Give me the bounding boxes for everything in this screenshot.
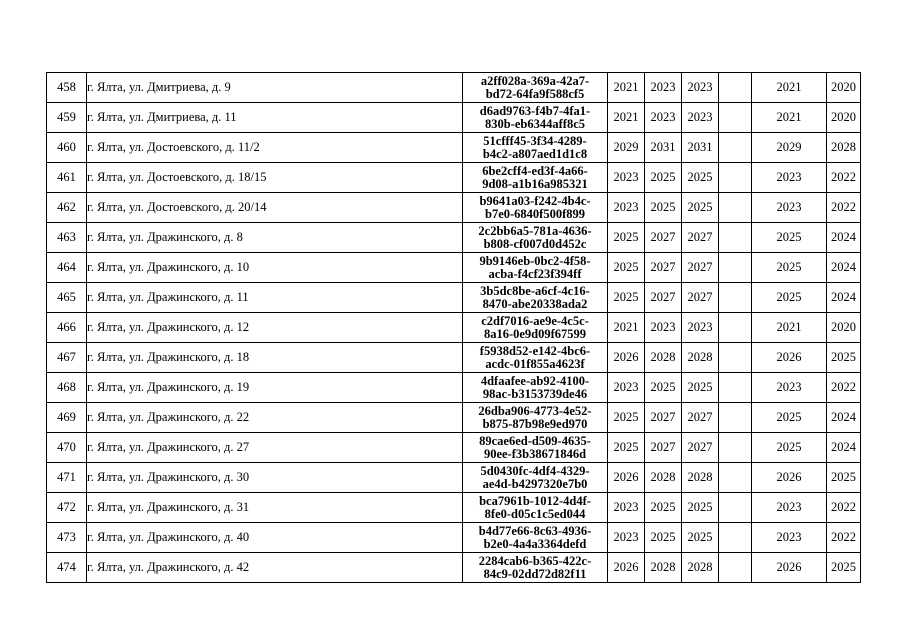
guid-line-2: 8fe0-d05c1c5ed044 (484, 506, 586, 521)
year-col-3: 2025 (682, 523, 719, 553)
table-row (47, 223, 861, 253)
building-registry-table (46, 72, 861, 583)
row-number: 470 (47, 433, 87, 463)
row-number: 468 (47, 373, 87, 403)
year-col-5: 2023 (752, 493, 827, 523)
year-col-1: 2029 (608, 133, 645, 163)
year-col-2: 2025 (645, 193, 682, 223)
year-col-1: 2021 (608, 73, 645, 103)
row-number: 460 (47, 133, 87, 163)
year-col-6: 2022 (827, 193, 861, 223)
year-col-6: 2024 (827, 403, 861, 433)
table-row (47, 463, 861, 493)
year-col-6: 2020 (827, 313, 861, 343)
year-col-1: 2025 (608, 253, 645, 283)
guid-line-2: b875-87b98e9ed970 (482, 416, 588, 431)
year-col-5: 2029 (752, 133, 827, 163)
year-col-1: 2023 (608, 373, 645, 403)
year-col-3: 2027 (682, 403, 719, 433)
guid-line-2: b7e0-6840f500f899 (485, 206, 585, 221)
year-col-1: 2025 (608, 223, 645, 253)
row-number: 467 (47, 343, 87, 373)
guid-line-1: f5938d52-e142-4bc6- (479, 343, 591, 358)
building-guid (463, 523, 608, 553)
year-col-2: 2023 (645, 73, 682, 103)
table-body (47, 73, 861, 583)
building-address: г. Ялта, ул. Дражинского, д. 42 (87, 553, 463, 583)
year-col-4 (719, 73, 752, 103)
row-number: 473 (47, 523, 87, 553)
year-col-4 (719, 283, 752, 313)
building-guid (463, 283, 608, 313)
year-col-3: 2023 (682, 103, 719, 133)
year-col-6: 2022 (827, 523, 861, 553)
year-col-4 (719, 133, 752, 163)
year-col-5: 2026 (752, 463, 827, 493)
table-row (47, 553, 861, 583)
year-col-3: 2025 (682, 163, 719, 193)
guid-line-1: 2284cab6-b365-422c- (478, 553, 592, 568)
guid-line-1: 26dba906-4773-4e52- (478, 403, 592, 418)
year-col-2: 2031 (645, 133, 682, 163)
year-col-1: 2026 (608, 343, 645, 373)
building-address: г. Ялта, ул. Дражинского, д. 40 (87, 523, 463, 553)
year-col-5: 2026 (752, 343, 827, 373)
guid-line-2: b2e0-4a4a3364defd (483, 536, 587, 551)
year-col-6: 2025 (827, 553, 861, 583)
guid-line-2: 8470-abe20338ada2 (482, 296, 588, 311)
table-row (47, 193, 861, 223)
year-col-1: 2021 (608, 103, 645, 133)
building-guid (463, 133, 608, 163)
building-address: г. Ялта, ул. Дражинского, д. 18 (87, 343, 463, 373)
guid-line-2: acba-f4cf23f394ff (488, 266, 582, 281)
building-guid (463, 463, 608, 493)
table-row (47, 133, 861, 163)
year-col-2: 2027 (645, 403, 682, 433)
building-guid (463, 553, 608, 583)
building-guid (463, 223, 608, 253)
year-col-1: 2023 (608, 523, 645, 553)
year-col-2: 2025 (645, 523, 682, 553)
building-address: г. Ялта, ул. Дражинского, д. 12 (87, 313, 463, 343)
year-col-5: 2021 (752, 73, 827, 103)
building-address: г. Ялта, ул. Дражинского, д. 22 (87, 403, 463, 433)
year-col-5: 2023 (752, 523, 827, 553)
building-guid (463, 253, 608, 283)
year-col-6: 2022 (827, 493, 861, 523)
table-row (47, 373, 861, 403)
year-col-2: 2025 (645, 373, 682, 403)
building-guid (463, 403, 608, 433)
guid-line-2: acdc-01f855a4623f (485, 356, 585, 371)
guid-line-2: 98ac-b3153739de46 (482, 386, 588, 401)
row-number: 459 (47, 103, 87, 133)
year-col-2: 2025 (645, 493, 682, 523)
year-col-2: 2023 (645, 103, 682, 133)
year-col-6: 2022 (827, 163, 861, 193)
guid-line-1: a2ff028a-369a-42a7- (480, 73, 590, 88)
year-col-4 (719, 433, 752, 463)
row-number: 471 (47, 463, 87, 493)
table-row (47, 433, 861, 463)
guid-line-2: b808-cf007d0d452c (483, 236, 587, 251)
year-col-3: 2027 (682, 253, 719, 283)
building-address: г. Ялта, ул. Дражинского, д. 10 (87, 253, 463, 283)
building-address: г. Ялта, ул. Дражинского, д. 8 (87, 223, 463, 253)
building-guid (463, 433, 608, 463)
year-col-1: 2025 (608, 283, 645, 313)
year-col-4 (719, 343, 752, 373)
year-col-3: 2028 (682, 343, 719, 373)
year-col-1: 2023 (608, 163, 645, 193)
guid-line-2: b4c2-a807aed1d1c8 (482, 146, 588, 161)
year-col-2: 2028 (645, 343, 682, 373)
year-col-4 (719, 163, 752, 193)
year-col-2: 2027 (645, 253, 682, 283)
year-col-1: 2026 (608, 463, 645, 493)
table-row (47, 493, 861, 523)
row-number: 472 (47, 493, 87, 523)
guid-line-2: 9d08-a1b16a985321 (482, 176, 588, 191)
building-guid (463, 493, 608, 523)
year-col-4 (719, 553, 752, 583)
year-col-5: 2023 (752, 193, 827, 223)
year-col-6: 2022 (827, 373, 861, 403)
guid-line-1: 5d0430fc-4df4-4329- (480, 463, 590, 478)
year-col-5: 2023 (752, 373, 827, 403)
table-row (47, 163, 861, 193)
year-col-2: 2025 (645, 163, 682, 193)
guid-line-1: bca7961b-1012-4d4f- (479, 493, 591, 508)
year-col-3: 2031 (682, 133, 719, 163)
year-col-1: 2021 (608, 313, 645, 343)
guid-line-1: 89cae6ed-d509-4635- (479, 433, 591, 448)
year-col-6: 2025 (827, 463, 861, 493)
year-col-6: 2024 (827, 253, 861, 283)
year-col-2: 2028 (645, 463, 682, 493)
year-col-4 (719, 463, 752, 493)
guid-line-2: 8a16-0e9d09f67599 (483, 326, 587, 341)
guid-line-1: 6be2cff4-ed3f-4a66- (482, 163, 588, 178)
year-col-4 (719, 253, 752, 283)
year-col-3: 2023 (682, 313, 719, 343)
building-address: г. Ялта, ул. Достоевского, д. 20/14 (87, 193, 463, 223)
building-address: г. Ялта, ул. Дмитриева, д. 11 (87, 103, 463, 133)
building-guid (463, 73, 608, 103)
row-number: 474 (47, 553, 87, 583)
year-col-4 (719, 373, 752, 403)
year-col-4 (719, 103, 752, 133)
year-col-3: 2025 (682, 193, 719, 223)
guid-line-1: 4dfaafee-ab92-4100- (480, 373, 590, 388)
building-address: г. Ялта, ул. Дражинского, д. 27 (87, 433, 463, 463)
row-number: 464 (47, 253, 87, 283)
year-col-2: 2027 (645, 283, 682, 313)
row-number: 469 (47, 403, 87, 433)
year-col-6: 2025 (827, 343, 861, 373)
year-col-5: 2025 (752, 253, 827, 283)
year-col-6: 2028 (827, 133, 861, 163)
year-col-6: 2020 (827, 103, 861, 133)
building-address: г. Ялта, ул. Дражинского, д. 11 (87, 283, 463, 313)
building-guid (463, 163, 608, 193)
year-col-4 (719, 223, 752, 253)
table-row (47, 73, 861, 103)
year-col-2: 2028 (645, 553, 682, 583)
year-col-3: 2028 (682, 463, 719, 493)
table-row (47, 103, 861, 133)
year-col-3: 2027 (682, 433, 719, 463)
year-col-5: 2023 (752, 163, 827, 193)
building-guid (463, 313, 608, 343)
year-col-3: 2025 (682, 373, 719, 403)
year-col-1: 2025 (608, 403, 645, 433)
year-col-4 (719, 493, 752, 523)
guid-line-2: ae4d-b4297320e7b0 (482, 476, 588, 491)
year-col-3: 2023 (682, 73, 719, 103)
guid-line-2: 90ee-f3b38671846d (483, 446, 587, 461)
year-col-5: 2026 (752, 553, 827, 583)
year-col-2: 2023 (645, 313, 682, 343)
row-number: 463 (47, 223, 87, 253)
building-address: г. Ялта, ул. Дмитриева, д. 9 (87, 73, 463, 103)
guid-line-1: 2c2bb6a5-781a-4636- (478, 223, 592, 238)
year-col-6: 2024 (827, 223, 861, 253)
guid-line-2: 830b-eb6344aff8c5 (485, 116, 585, 131)
guid-line-1: 51cfff45-3f34-4289- (483, 133, 587, 148)
guid-line-2: bd72-64fa9f588cf5 (485, 86, 585, 101)
year-col-2: 2027 (645, 433, 682, 463)
row-number: 466 (47, 313, 87, 343)
guid-line-1: 3b5dc8be-a6cf-4c16- (480, 283, 590, 298)
guid-line-2: 84c9-02dd72d82f11 (483, 566, 587, 581)
year-col-3: 2025 (682, 493, 719, 523)
table-row (47, 283, 861, 313)
year-col-2: 2027 (645, 223, 682, 253)
year-col-4 (719, 313, 752, 343)
table-row (47, 403, 861, 433)
year-col-4 (719, 523, 752, 553)
year-col-5: 2021 (752, 313, 827, 343)
building-guid (463, 193, 608, 223)
building-guid (463, 373, 608, 403)
table-row (47, 313, 861, 343)
year-col-5: 2025 (752, 223, 827, 253)
building-address: г. Ялта, ул. Дражинского, д. 30 (87, 463, 463, 493)
year-col-4 (719, 403, 752, 433)
year-col-3: 2027 (682, 283, 719, 313)
building-address: г. Ялта, ул. Достоевского, д. 18/15 (87, 163, 463, 193)
row-number: 462 (47, 193, 87, 223)
year-col-5: 2021 (752, 103, 827, 133)
guid-line-1: b4d77e66-8c63-4936- (478, 523, 592, 538)
year-col-1: 2023 (608, 493, 645, 523)
year-col-5: 2025 (752, 403, 827, 433)
year-col-5: 2025 (752, 283, 827, 313)
year-col-1: 2025 (608, 433, 645, 463)
year-col-5: 2025 (752, 433, 827, 463)
year-col-6: 2024 (827, 283, 861, 313)
guid-line-1: c2df7016-ae9e-4c5c- (481, 313, 589, 328)
year-col-4 (719, 193, 752, 223)
year-col-1: 2026 (608, 553, 645, 583)
table-row (47, 523, 861, 553)
building-address: г. Ялта, ул. Дражинского, д. 31 (87, 493, 463, 523)
row-number: 465 (47, 283, 87, 313)
year-col-3: 2028 (682, 553, 719, 583)
year-col-6: 2020 (827, 73, 861, 103)
building-address: г. Ялта, ул. Дражинского, д. 19 (87, 373, 463, 403)
row-number: 461 (47, 163, 87, 193)
year-col-1: 2023 (608, 193, 645, 223)
building-guid (463, 103, 608, 133)
guid-line-1: b9641a03-f242-4b4c- (479, 193, 591, 208)
year-col-6: 2024 (827, 433, 861, 463)
building-address: г. Ялта, ул. Достоевского, д. 11/2 (87, 133, 463, 163)
year-col-3: 2027 (682, 223, 719, 253)
table-row (47, 253, 861, 283)
building-guid (463, 343, 608, 373)
guid-line-1: 9b9146eb-0bc2-4f58- (479, 253, 591, 268)
table-row (47, 343, 861, 373)
guid-line-1: d6ad9763-f4b7-4fa1- (479, 103, 591, 118)
row-number: 458 (47, 73, 87, 103)
